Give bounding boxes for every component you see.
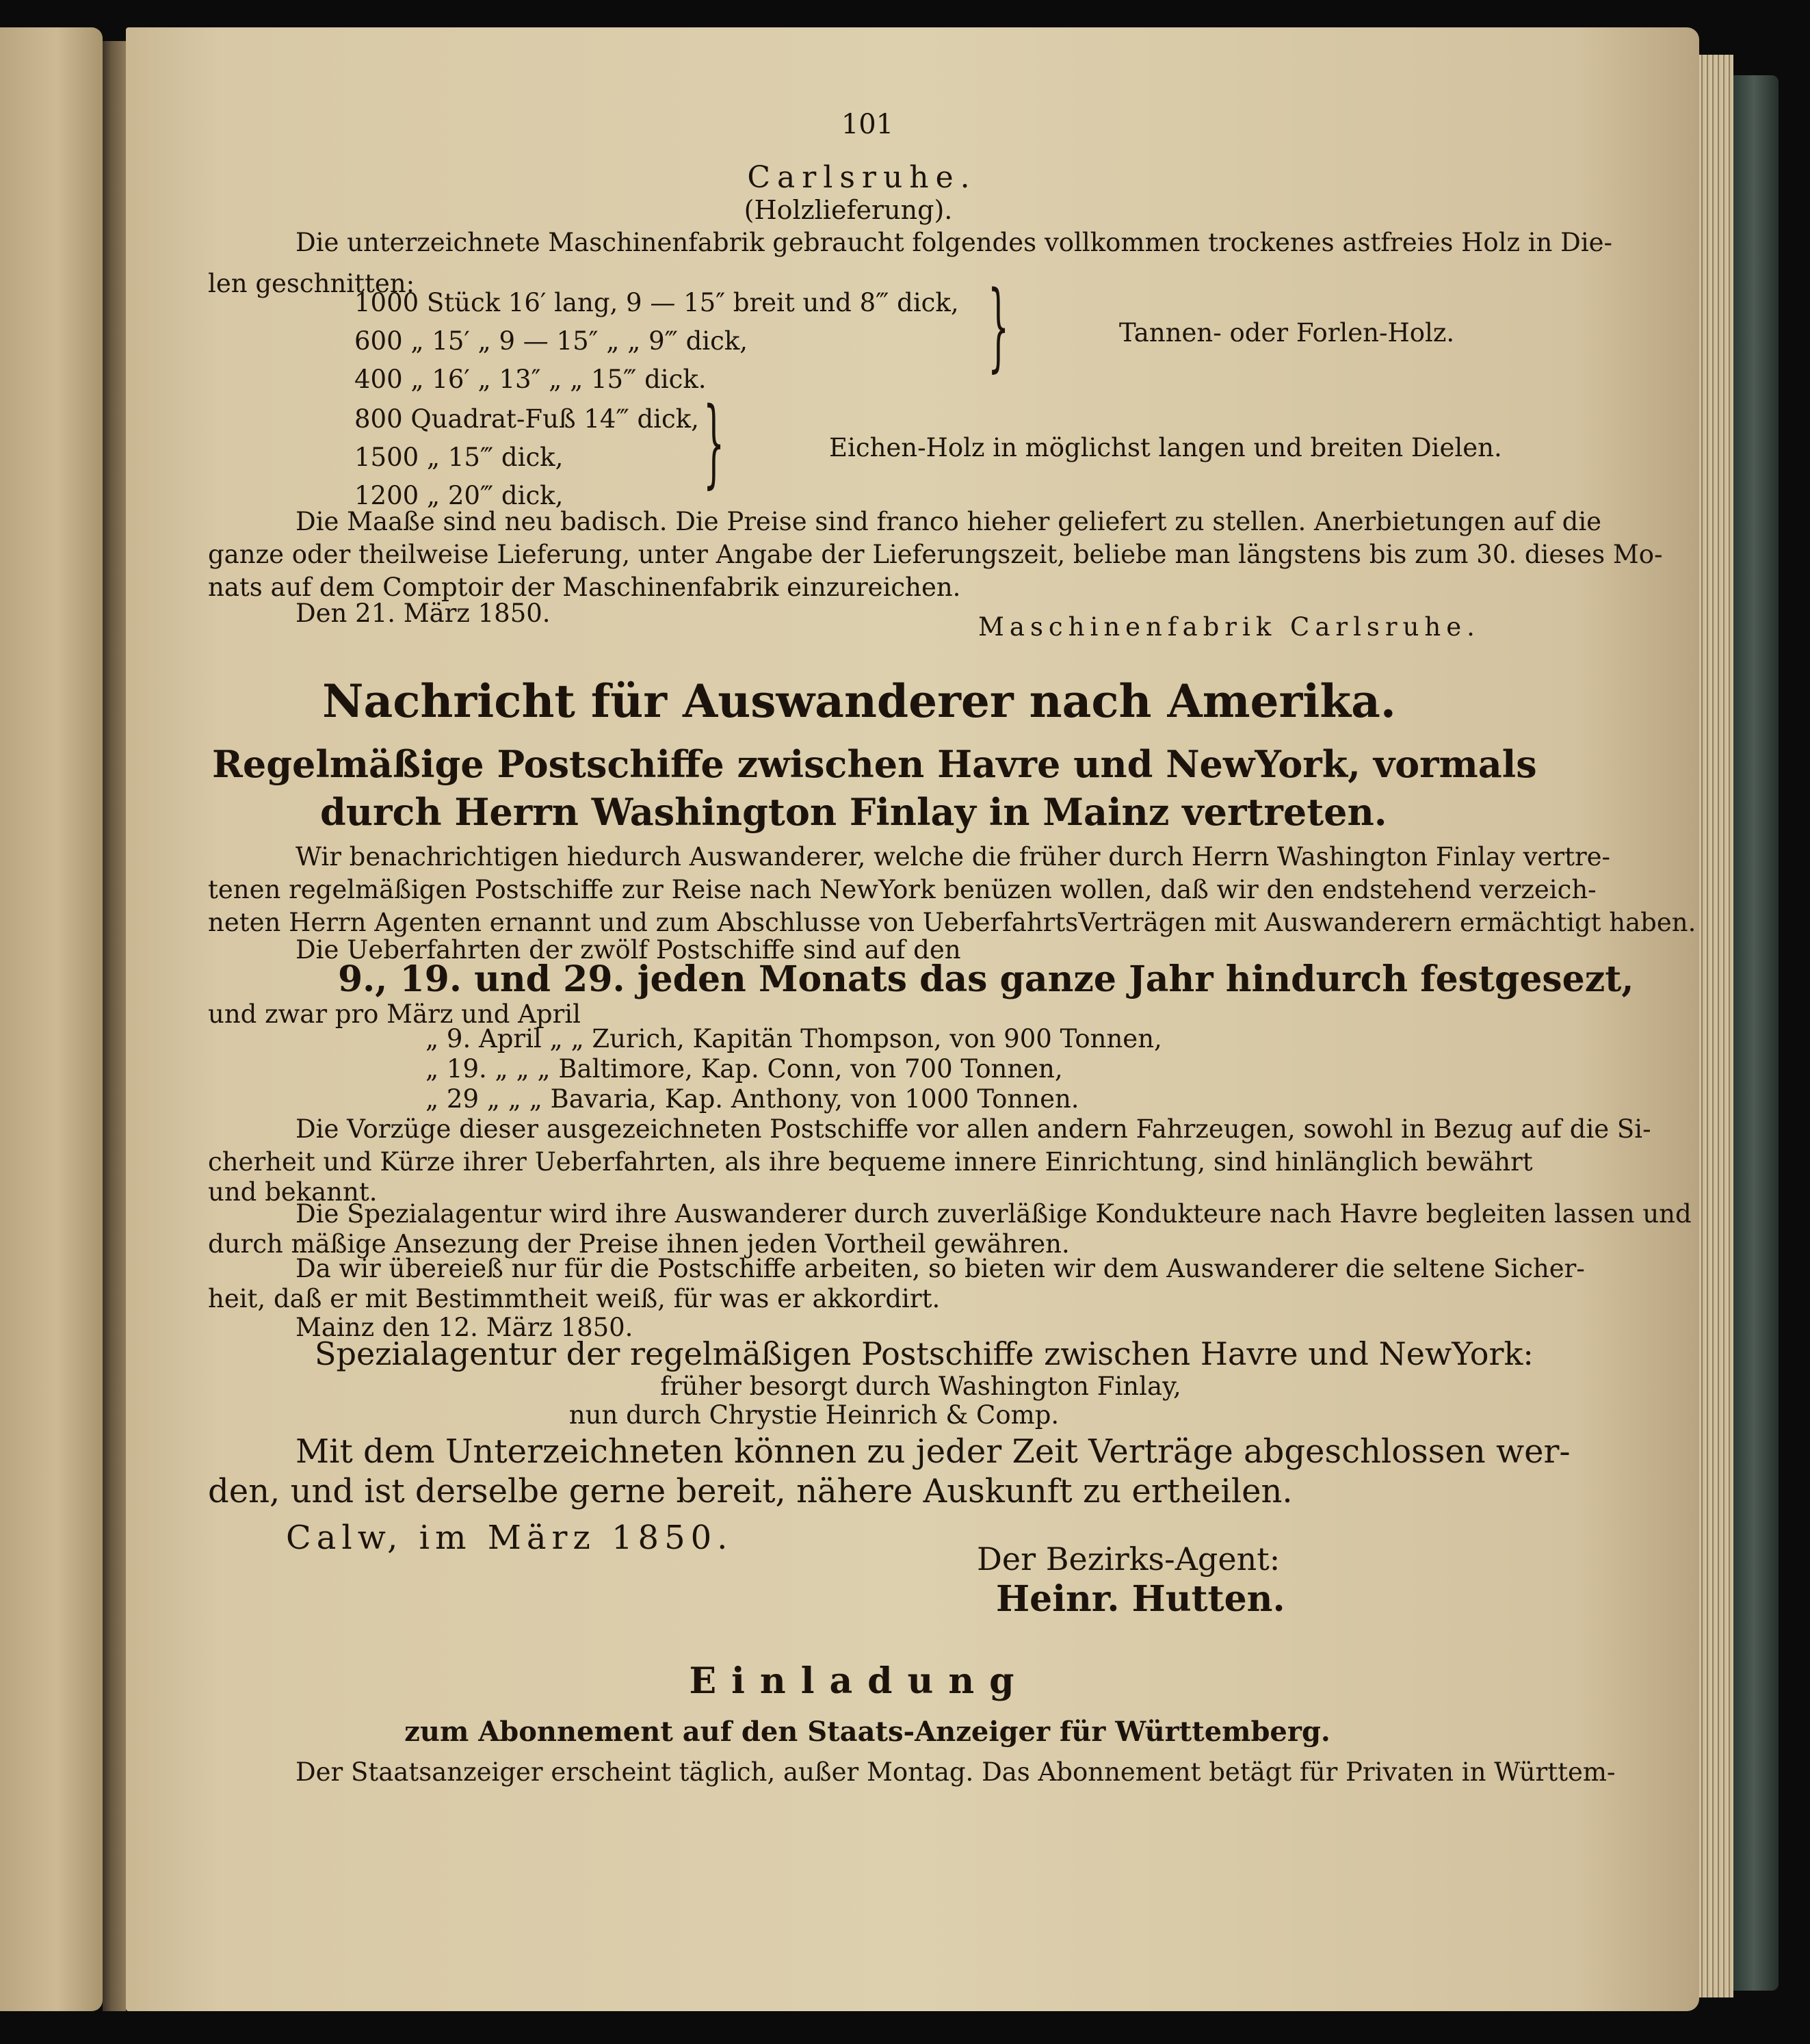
emigrants-line2-5: durch mäßige Ansezung der Preise ihnen jeden Vortheil gewähren.	[208, 1229, 1070, 1259]
agent-title: Der Bezirks-Agent:	[977, 1541, 1281, 1577]
soft-wood-row-2: 600 „ 15′ „ 9 — 15″ „ „ 9‴ dick,	[354, 326, 748, 356]
oak-brace: }	[703, 387, 725, 499]
now-line: nun durch Chrystie Heinrich & Comp.	[568, 1400, 1060, 1430]
emigrants-line-4: Die Ueberfahrten der zwölf Postschiffe sind auf den	[296, 935, 961, 965]
soft-wood-type: Tannen- oder Forlen-Holz.	[1119, 318, 1455, 348]
emigrants-line-2: tenen regelmäßigen Postschiffe zur Reise nach NewYork benüzen wollen, daß wir den endstehend verzeich-	[208, 875, 1597, 904]
carlsruhe-intro-1: Die unterzeichnete Maschinenfabrik gebraucht folgendes vollkommen trockenes astfreies Holz in Die-	[296, 228, 1613, 257]
soft-wood-brace: }	[988, 271, 1010, 382]
ship-row-3: „ 29 „ „ „ Bavaria, Kap. Anthony, von 1000 Tonnen.	[425, 1084, 1079, 1114]
oak-row-3: 1200 „ 20‴ dick,	[354, 481, 564, 510]
oak-wood-type: Eichen-Holz in möglichst langen und breiten Dielen.	[829, 433, 1502, 462]
carlsruhe-para-3: nats auf dem Comptoir der Maschinenfabrik einzureichen.	[208, 573, 961, 602]
emigrants-line2-6: Da wir übereieß nur für die Postschiffe arbeiten, so bieten wir dem Auswanderer die seltene Sicher-	[296, 1254, 1585, 1283]
emigrants-title: Nachricht für Auswanderer nach Amerika.	[322, 674, 1396, 728]
carlsruhe-intro-2: len geschnitten:	[208, 269, 415, 298]
ship-row-1: „ 9. April „ „ Zurich, Kapitän Thompson, von 900 Tonnen,	[425, 1024, 1162, 1053]
carlsruhe-date: Den 21. März 1850.	[296, 599, 551, 628]
emigrants-line2-4: Die Spezialagentur wird ihre Auswanderer durch zuverläßige Kondukteure nach Havre begleiten lassen und	[296, 1199, 1692, 1229]
ship-row-2: „ 19. „ „ „ Baltimore, Kap. Conn, von 700 Tonnen,	[425, 1054, 1063, 1084]
carlsruhe-signature: Maschinenfabrik Carlsruhe.	[978, 612, 1480, 642]
oak-row-1: 800 Quadrat-Fuß 14‴ dick,	[354, 404, 699, 434]
emigrants-line2-2: cherheit und Kürze ihrer Ueberfahrten, als ihre bequeme innere Einrichtung, sind hinlänglich bewährt	[208, 1147, 1533, 1177]
left-page-edge	[0, 27, 103, 2011]
book-gutter	[103, 41, 126, 2011]
emigrants-headline-2: durch Herrn Washington Finlay in Mainz vertreten.	[320, 790, 1387, 834]
offer-line-1: Mit dem Unterzeichneten können zu jeder Zeit Verträge abgeschlossen wer-	[296, 1432, 1571, 1471]
emigrants-line2-7: heit, daß er mit Bestimmtheit weiß, für was er akkordirt.	[208, 1284, 941, 1313]
oak-row-2: 1500 „ 15‴ dick,	[354, 443, 564, 472]
invitation-subheading: zum Abonnement auf den Staats-Anzeiger für Württemberg.	[404, 1716, 1330, 1748]
soft-wood-row-1: 1000 Stück 16′ lang, 9 — 15″ breit und 8‴ dick,	[354, 288, 959, 317]
soft-wood-row-3: 400 „ 16′ „ 13″ „ „ 15‴ dick.	[354, 365, 707, 394]
carlsruhe-subheading: (Holzlieferung).	[744, 195, 953, 225]
emigrants-line2-1: Die Vorzüge dieser ausgezeichneten Postschiffe vor allen andern Fahrzeugen, sowohl in Bezug auf die Si-	[296, 1114, 1651, 1144]
emigrants-schedule: 9., 19. und 29. jeden Monats das ganze Jahr hindurch festgesezt,	[338, 958, 1634, 1000]
page-number: 101	[841, 109, 894, 140]
calw-date: Calw, im März 1850.	[286, 1519, 733, 1557]
emigrants-line-1: Wir benachrichtigen hiedurch Auswanderer, welche die früher durch Herrn Washington Finlay vertre-	[296, 842, 1611, 872]
agent-name: Heinr. Hutten.	[996, 1578, 1285, 1620]
book-binding	[1733, 75, 1779, 1991]
emigrants-line-3: neten Herrn Agenten ernannt und zum Abschlusse von UeberfahrtsVerträgen mit Auswanderern ermächtigt haben.	[208, 908, 1696, 937]
invitation-heading: Einladung	[689, 1660, 1029, 1702]
emigrants-headline-1: Regelmäßige Postschiffe zwischen Havre und NewYork, vormals	[212, 742, 1537, 786]
emigrants-month-intro: und zwar pro März und April	[208, 999, 581, 1029]
carlsruhe-heading: Carlsruhe.	[747, 160, 977, 195]
carlsruhe-para-1: Die Maaße sind neu badisch. Die Preise sind franco hieher geliefert zu stellen. Anerbietungen auf die	[296, 507, 1602, 536]
page-edges	[1699, 55, 1733, 1997]
formerly-line: früher besorgt durch Washington Finlay,	[660, 1372, 1181, 1401]
emigrants-place-date: Mainz den 12. März 1850.	[296, 1313, 633, 1342]
invitation-text: Der Staatsanzeiger erscheint täglich, außer Montag. Das Abonnement betägt für Privaten in Württem-	[296, 1757, 1616, 1787]
agency-line: Spezialagentur der regelmäßigen Postschiffe zwischen Havre und NewYork:	[315, 1335, 1534, 1372]
carlsruhe-para-2: ganze oder theilweise Lieferung, unter Angabe der Lieferungszeit, beliebe man längstens bis zum 30. dieses Mo-	[208, 540, 1663, 569]
emigrants-line2-3: und bekannt.	[208, 1177, 378, 1207]
offer-line-2: den, und ist derselbe gerne bereit, nähere Auskunft zu ertheilen.	[208, 1472, 1293, 1510]
